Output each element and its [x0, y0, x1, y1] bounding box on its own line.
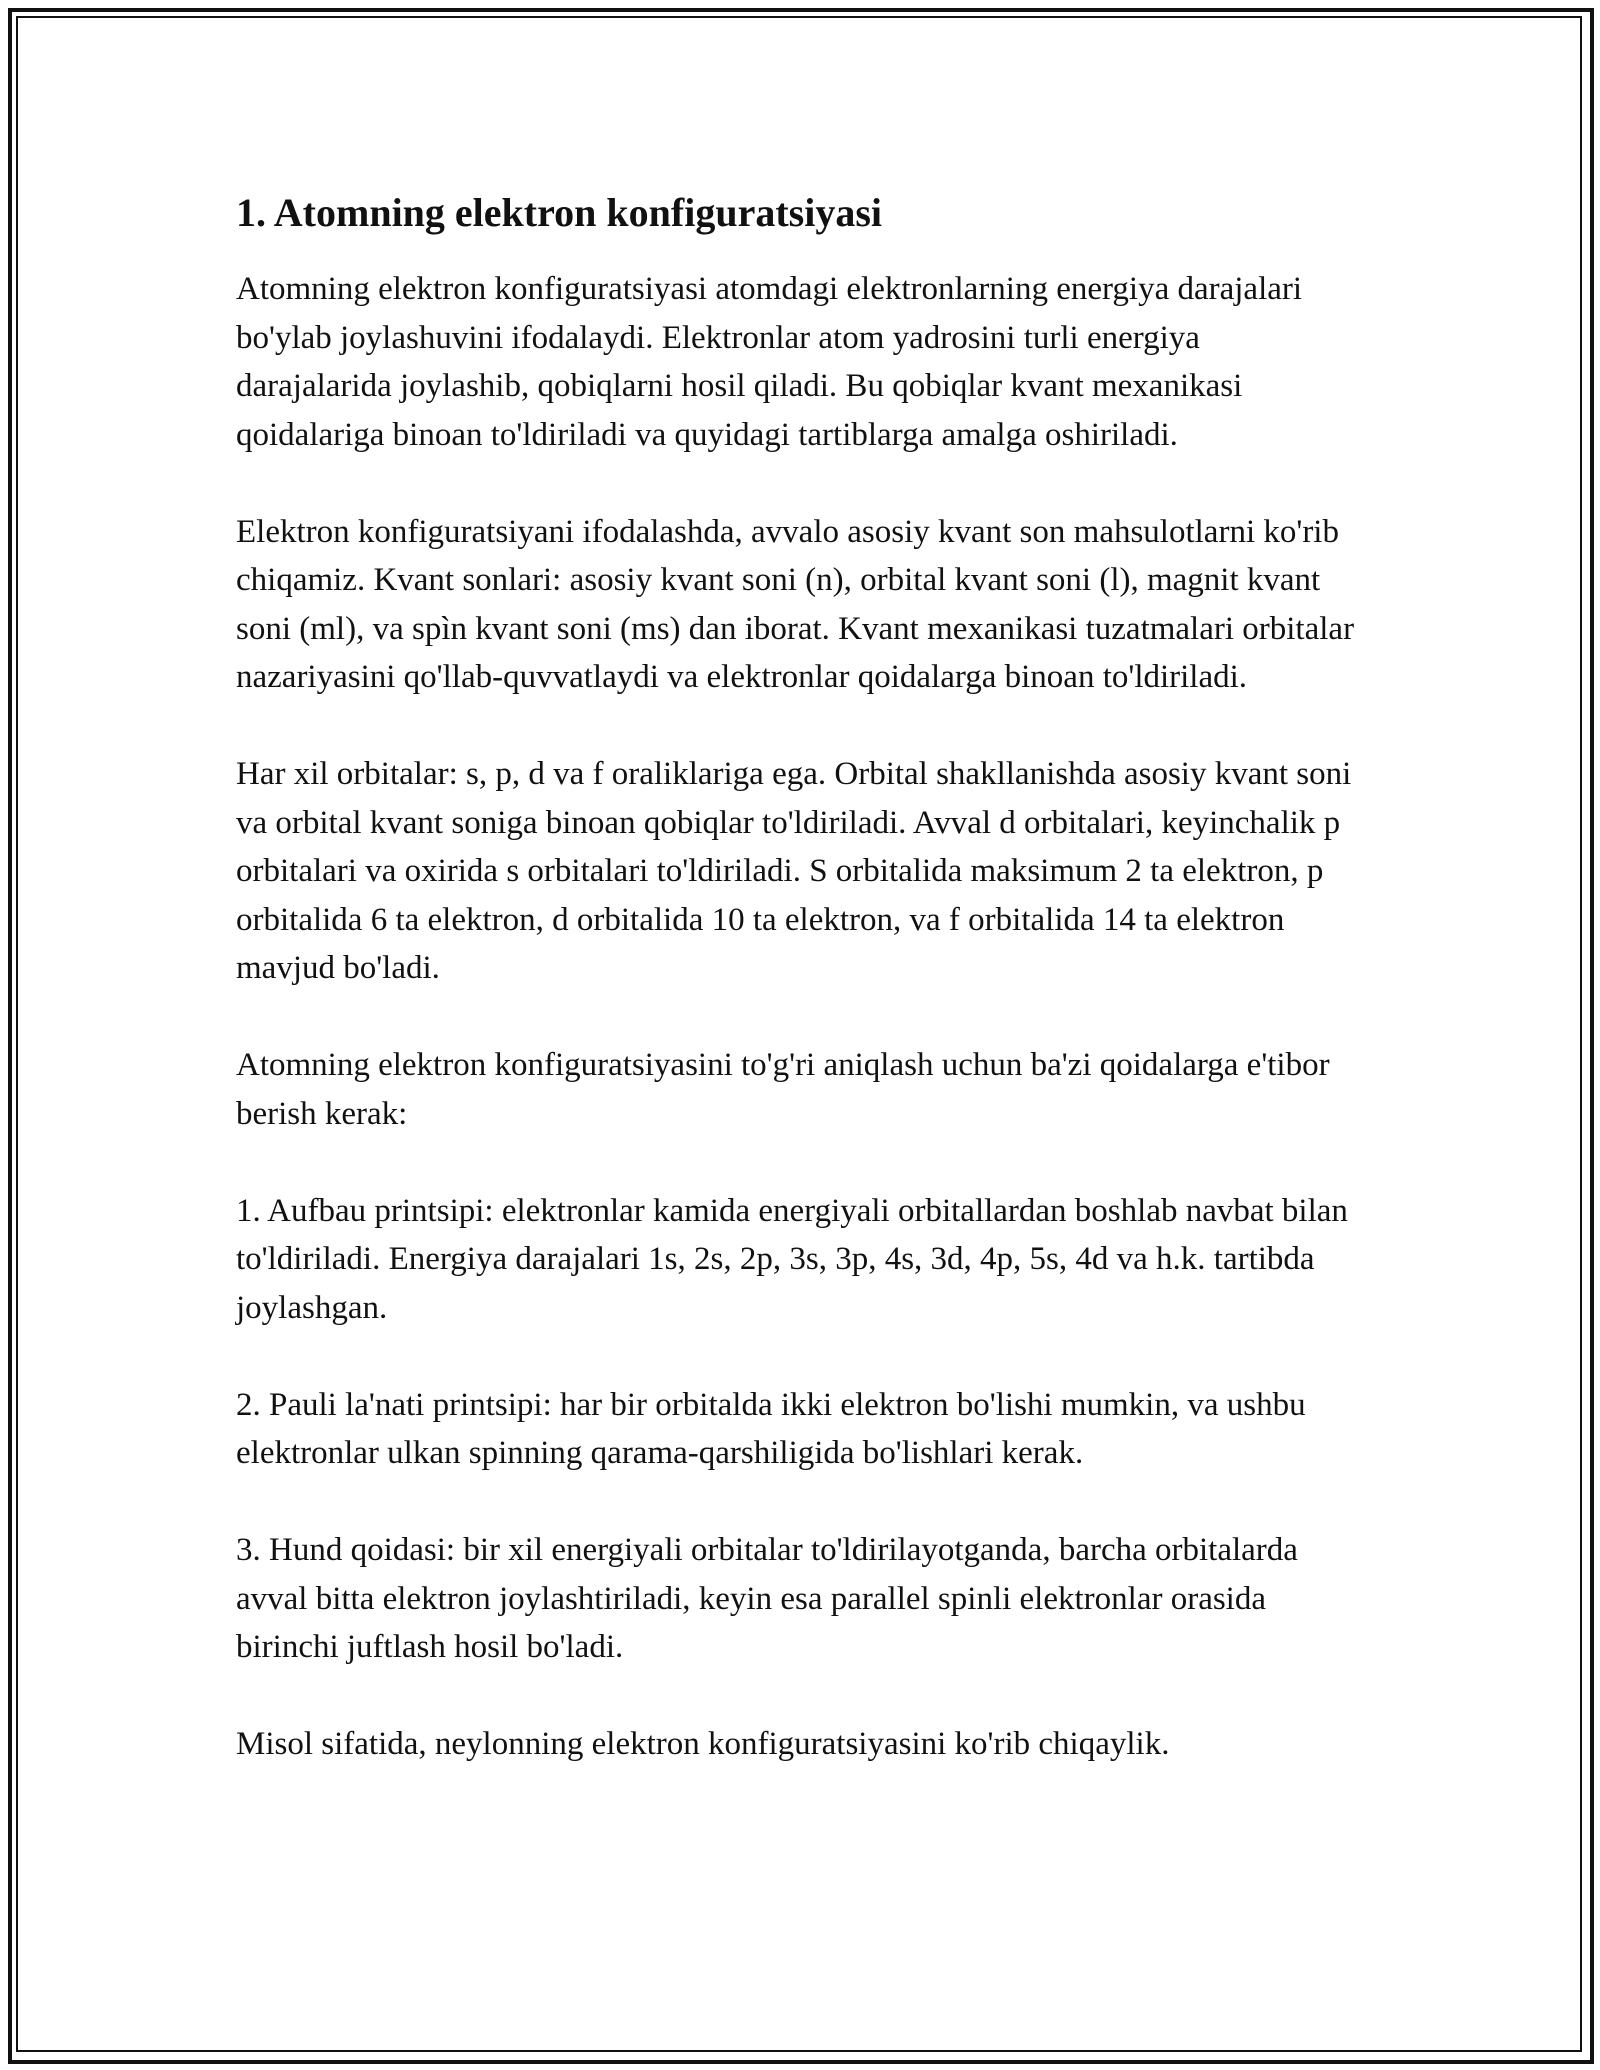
paragraph-intro: Atomning elektron konfiguratsiyasi atomdagi elektronlarning energiya darajalari bo'ylab joylashuvini ifodalaydi. Elektronlar atom yadrosini turli energiya darajalarida joylashib, qobiqlarni hosil qiladi. Bu qobiqlar kvant mexanikasi qoidalariga binoan to'ldiriladi va quyidagi tartiblarga amalga oshiriladi.: [236, 271, 1303, 453]
paragraph-quantum-numbers: Elektron konfiguratsiyani ifodalashda, avvalo asosiy kvant son mahsulotlarni ko'rib chiqamiz. Kvant sonlari: asosiy kvant soni (n), orbital kvant soni (l), magnit kvant soni (ml), va spìn kvant soni (ms) dan iborat. Kvant mexanikasi tuzatmalari orbitalar nazariyasini qo'llab-quvvatlaydi va elektronlar qoidalarga binoan to'ldiriladi.: [236, 513, 1355, 695]
paragraph-example: Misol sifatida, neylonning elektron konfiguratsiyasini ko'rib chiqaylik.: [236, 1726, 1170, 1762]
paragraph-rule-pauli: 2. Pauli la'nati printsipi: har bir orbitalda ikki elektron bo'lishi mumkin, va ushbu elektronlar ulkan spinning qarama-qarshiligida bo'lishlari kerak.: [236, 1386, 1306, 1471]
paragraph-rules-intro: Atomning elektron konfiguratsiyasini to'g'ri aniqlash uchun ba'zi qoidalarga e'tibor berish kerak:: [236, 1047, 1330, 1132]
paragraph-rule-aufbau: 1. Aufbau printsipi: elektronlar kamida energiyali orbitallardan boshlab navbat bilan to'ldiriladi. Energiya darajalari 1s, 2s, 2p, 3s, 3p, 4s, 3d, 4p, 5s, 4d va h.k. tartibda joylashgan.: [236, 1192, 1348, 1326]
paragraph-orbitals: Har xil orbitalar: s, p, d va f oraliklariga ega. Orbital shakllanishda asosiy kvant soni va orbital kvant soniga binoan qobiqlar to'ldiriladi. Avval d orbitalari, keyinchalik p orbitalari va oxirida s orbitalari to'ldiriladi. S orbitalida maksimum 2 ta elektron, p orbitalida 6 ta elektron, d orbitalida 10 ta elektron, va f orbitalida 14 ta elektron mavjud bo'ladi.: [236, 756, 1352, 986]
document-body: [236, 185, 1356, 1817]
paragraph-rule-hund: 3. Hund qoidasi: bir xil energiyali orbitalar to'ldirilayotganda, barcha orbitalarda avval bitta elektron joylashtiriladi, keyin esa parallel spinli elektronlar orasida birinchi juftlash hosil bo'ladi.: [236, 1532, 1298, 1665]
section-title: 1. Atomning elektron konfiguratsiyasi: [236, 190, 882, 235]
